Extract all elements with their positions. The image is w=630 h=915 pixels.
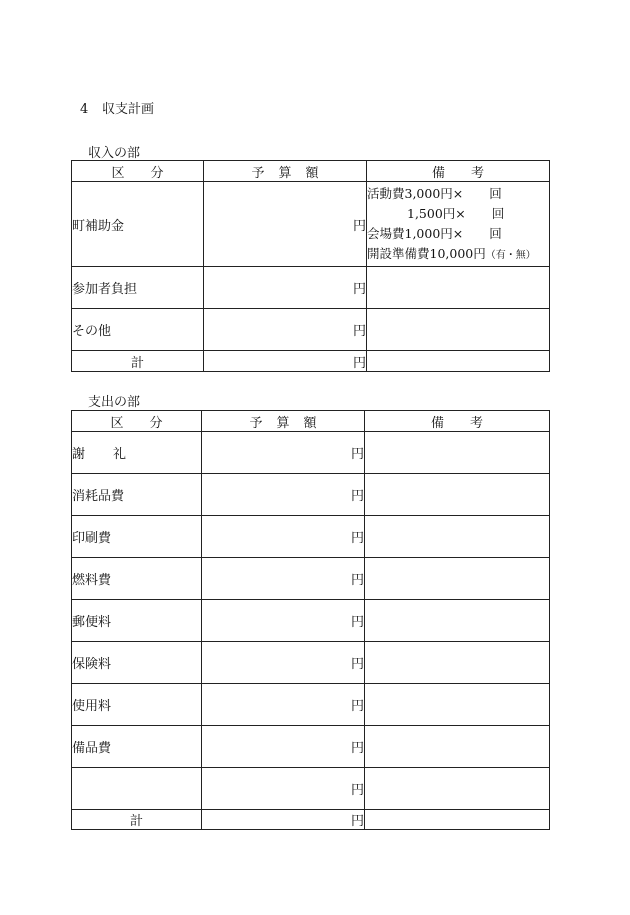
- note-cell[interactable]: [365, 474, 550, 516]
- income-table: [71, 160, 550, 372]
- amount-cell[interactable]: [204, 267, 367, 309]
- table-row: [72, 432, 550, 474]
- yen-unit: 円: [350, 615, 364, 630]
- note-line: 開設準備費10,000円（有・無）: [367, 246, 536, 261]
- table-row: [72, 726, 550, 768]
- total-row: [72, 810, 550, 830]
- category-cell: 印刷費: [72, 516, 202, 558]
- header-amount: 予 算 額: [202, 411, 365, 432]
- category-cell: 使用料: [72, 684, 202, 726]
- category-cell[interactable]: [72, 768, 202, 810]
- yen-unit: 円: [350, 741, 364, 756]
- table-row: [72, 474, 550, 516]
- note-cell[interactable]: [365, 810, 550, 830]
- amount-cell[interactable]: [202, 684, 365, 726]
- table-row: [72, 684, 550, 726]
- header-category: 区 分: [72, 161, 204, 182]
- amount-cell[interactable]: [202, 474, 365, 516]
- amount-cell[interactable]: [204, 309, 367, 351]
- category-cell: 消耗品費: [72, 474, 202, 516]
- total-label: 計: [72, 351, 204, 372]
- category-cell: 町補助金: [72, 182, 204, 267]
- amount-cell[interactable]: [202, 600, 365, 642]
- note-cell[interactable]: [365, 516, 550, 558]
- table-row: [72, 182, 550, 267]
- category-cell: 謝 礼: [72, 432, 202, 474]
- amount-cell[interactable]: [202, 432, 365, 474]
- total-label: 計: [72, 810, 202, 830]
- amount-cell[interactable]: [202, 558, 365, 600]
- income-header-row: [72, 161, 550, 182]
- amount-cell[interactable]: [202, 768, 365, 810]
- table-row: [72, 768, 550, 810]
- category-cell: 保険料: [72, 642, 202, 684]
- note-line: 1,500円× 回: [407, 206, 505, 221]
- yen-unit: 円: [352, 218, 366, 234]
- category-cell: 参加者負担: [72, 267, 204, 309]
- header-note: 備 考: [367, 161, 550, 182]
- yen-unit: 円: [350, 447, 364, 462]
- note-cell[interactable]: [367, 351, 550, 372]
- table-row: [72, 309, 550, 351]
- section-heading: [80, 98, 154, 117]
- note-cell[interactable]: [365, 558, 550, 600]
- category-cell: 郵便料: [72, 600, 202, 642]
- note-cell[interactable]: [367, 309, 550, 351]
- table-row: [72, 516, 550, 558]
- amount-cell[interactable]: [202, 726, 365, 768]
- section-number: 4: [80, 102, 89, 117]
- amount-cell[interactable]: [204, 182, 367, 267]
- expense-table: [71, 410, 550, 830]
- note-line: 活動費3,000円× 回: [367, 186, 502, 201]
- note-cell[interactable]: [365, 642, 550, 684]
- table-row: [72, 267, 550, 309]
- yen-unit: 円: [350, 657, 364, 672]
- yen-unit: 円: [352, 355, 366, 371]
- yen-unit: 円: [350, 489, 364, 504]
- yen-unit: 円: [350, 573, 364, 588]
- table-row: [72, 642, 550, 684]
- note-cell[interactable]: [365, 684, 550, 726]
- category-cell: その他: [72, 309, 204, 351]
- amount-cell[interactable]: [202, 642, 365, 684]
- yen-unit: 円: [352, 324, 366, 339]
- header-amount: 予 算 額: [204, 161, 367, 182]
- section-title: 収支計画: [102, 102, 155, 117]
- category-cell: 燃料費: [72, 558, 202, 600]
- amount-cell[interactable]: [202, 516, 365, 558]
- note-cell[interactable]: [367, 182, 550, 267]
- expense-header-row: [72, 411, 550, 432]
- yen-unit: 円: [352, 282, 366, 297]
- yen-unit: 円: [350, 531, 364, 546]
- note-cell[interactable]: [367, 267, 550, 309]
- income-caption: 収入の部: [88, 146, 141, 161]
- yen-unit: 円: [350, 783, 364, 798]
- total-row: [72, 351, 550, 372]
- note-cell[interactable]: [365, 768, 550, 810]
- yen-unit: 円: [350, 699, 364, 714]
- note-cell[interactable]: [365, 432, 550, 474]
- header-category: 区 分: [72, 411, 202, 432]
- table-row: [72, 600, 550, 642]
- category-cell: 備品費: [72, 726, 202, 768]
- header-note: 備 考: [365, 411, 550, 432]
- table-row: [72, 558, 550, 600]
- note-cell[interactable]: [365, 726, 550, 768]
- yen-unit: 円: [350, 814, 364, 829]
- note-cell[interactable]: [365, 600, 550, 642]
- expense-caption: 支出の部: [88, 395, 141, 410]
- note-line: 会場費1,000円× 回: [367, 226, 502, 241]
- amount-cell[interactable]: [204, 351, 367, 372]
- amount-cell[interactable]: [202, 810, 365, 830]
